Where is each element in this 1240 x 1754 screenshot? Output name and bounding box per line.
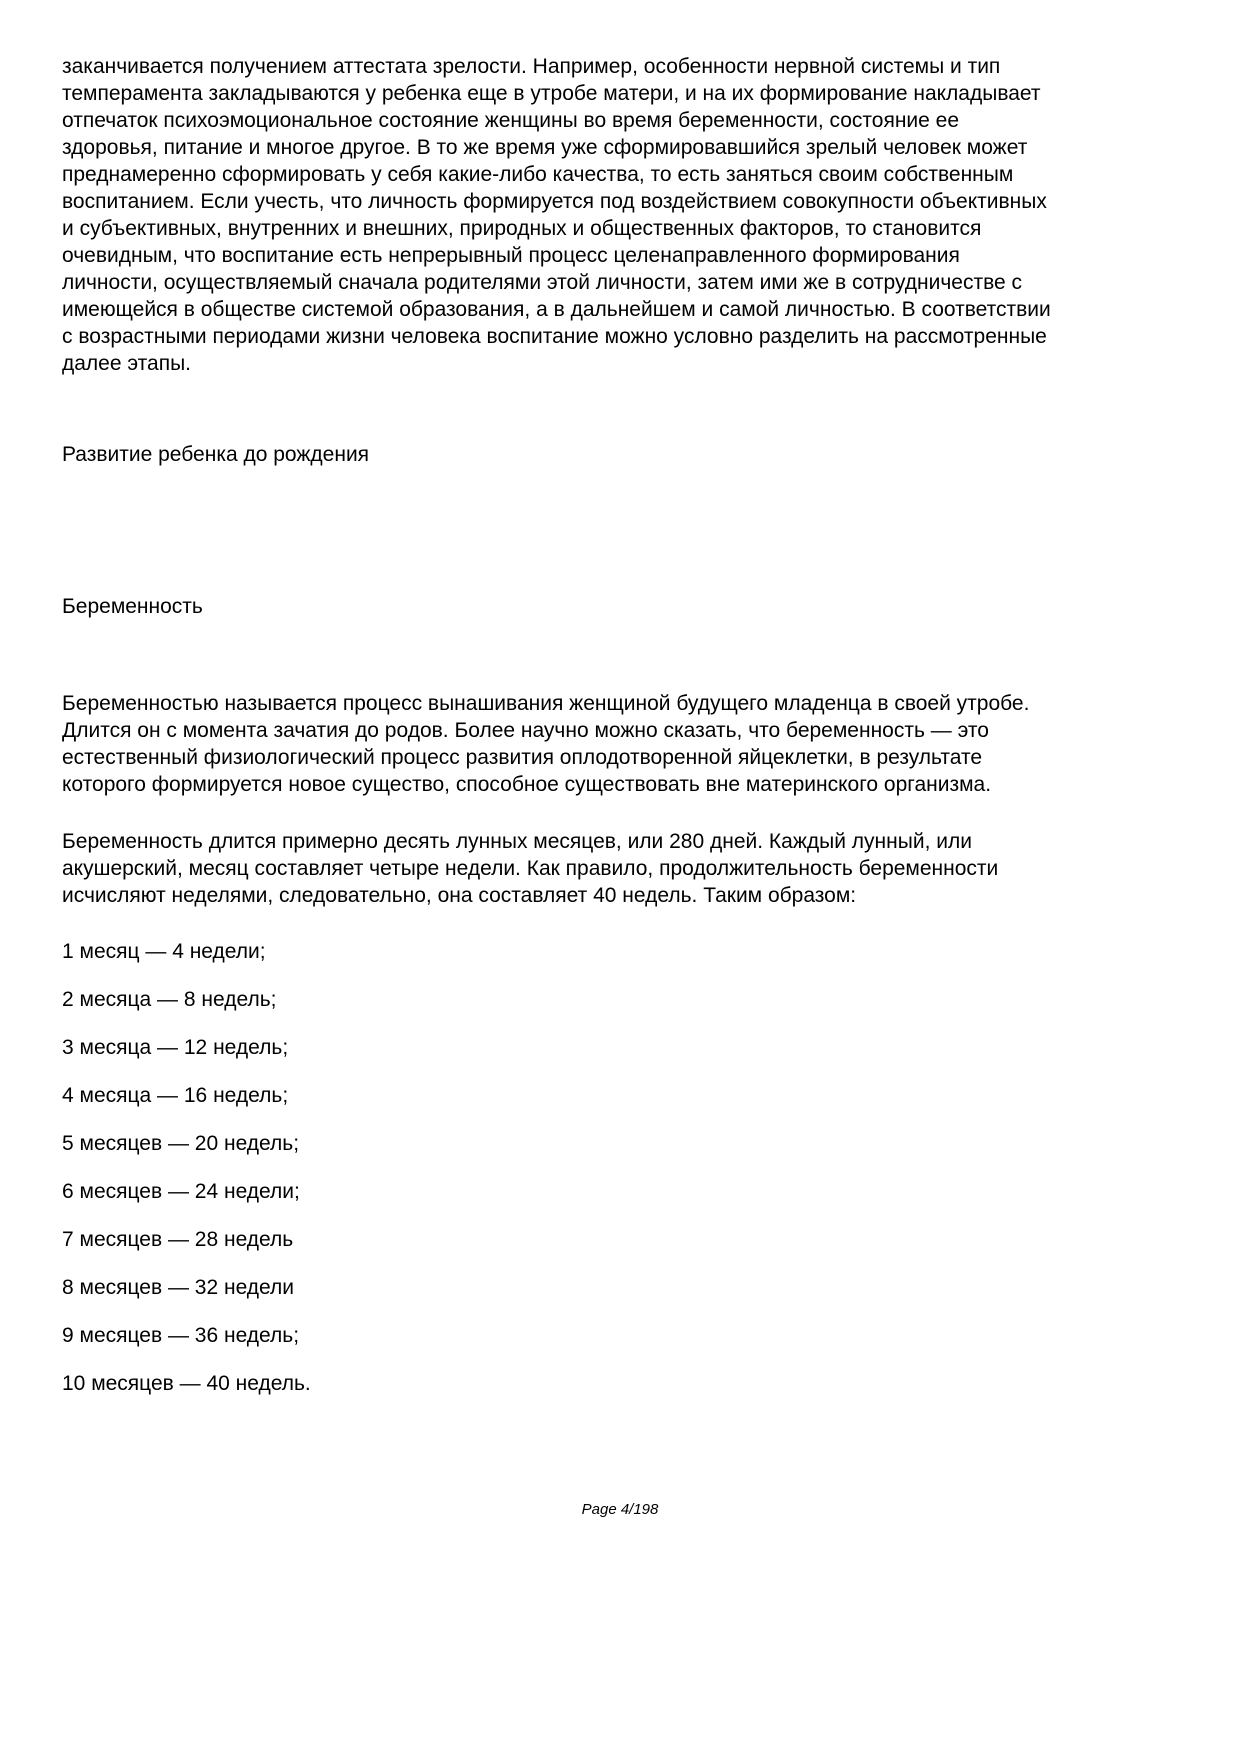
page-number-footer: Page 4/198	[581, 1501, 659, 1518]
page-content	[62, 53, 1052, 1418]
list-item: 3 месяца — 12 недель;	[62, 1036, 289, 1059]
list-item: 2 месяца — 8 недель;	[62, 988, 277, 1011]
list-item: 8 месяцев — 32 недели	[62, 1276, 295, 1299]
section-heading-pregnancy: Беременность	[62, 595, 203, 618]
list-item: 5 месяцев — 20 недель;	[62, 1132, 300, 1155]
list-item: 4 месяца — 16 недель;	[62, 1084, 289, 1107]
list-item: 9 месяцев — 36 недель;	[62, 1324, 300, 1347]
section-heading-child-development: Развитие ребенка до рождения	[62, 443, 370, 466]
list-item: 6 месяцев — 24 недели;	[62, 1180, 300, 1203]
list-item: 1 месяц — 4 недели;	[62, 940, 266, 963]
list-item: 10 месяцев — 40 недель.	[62, 1372, 311, 1395]
body-paragraph: заканчивается получением аттестата зрелости. Например, особенности нервной системы и тип темперамента закладываются у ребенка еще в утробе матери, и на их формирование накладывает отпечаток психоэмоциональное состояние женщины во время беременности, состояние ее здоровья, питание и многое другое. В то же время уже сформировавшийся зрелый человек может преднамеренно сформировать у себя какие-либо качества, то есть заняться своим собственным воспитанием. Если учесть, что личность формируется под воздействием совокупности объективных и субъективных, внутренних и внешних, природных и общественных факторов, то становится очевидным, что воспитание есть непрерывный процесс целенаправленного формирования личности, осуществляемый сначала родителями этой личности, затем ими же в сотрудничестве с имеющейся в обществе системой образования, а в дальнейшем и самой личностью. В соответствии с возрастными периодами жизни человека воспитание можно условно разделить на рассмотренные далее этапы.	[62, 55, 1051, 375]
body-paragraph: Беременность длится примерно десять лунных месяцев, или 280 дней. Каждый лунный, или акушерский, месяц составляет четыре недели. Как правило, продолжительность беременности исчисляют неделями, следовательно, она составляет 40 недель. Таким образом:	[62, 830, 999, 907]
list-item: 7 месяцев — 28 недель	[62, 1228, 294, 1251]
months-to-weeks-list	[62, 938, 1052, 1397]
body-paragraph: Беременностью называется процесс вынашивания женщиной будущего младенца в своей утробе. Длится он с момента зачатия до родов. Более научно можно сказать, что беременность — это естественный физиологический процесс развития оплодотворенной яйцеклетки, в результате которого формируется новое существо, способное существовать вне материнского организма.	[62, 692, 1030, 796]
